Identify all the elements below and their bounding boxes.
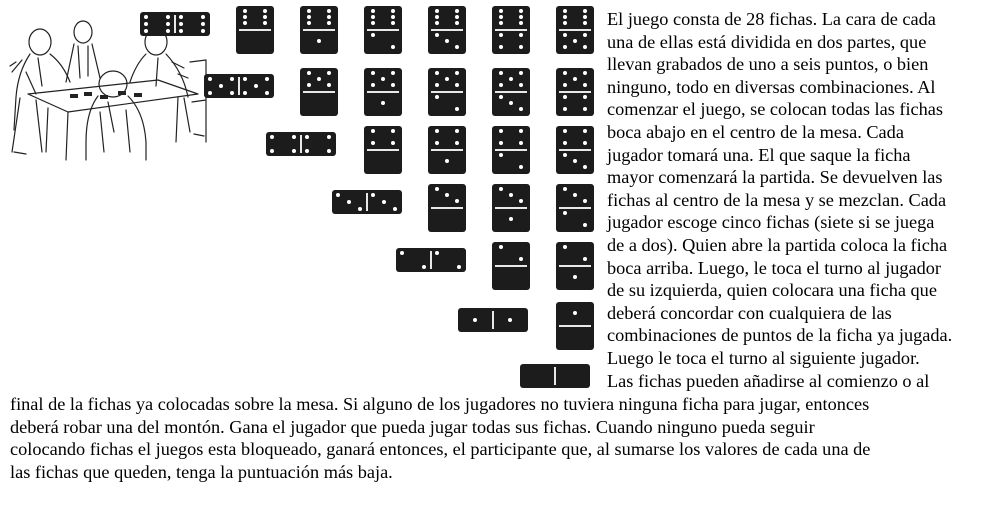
pip	[391, 15, 395, 19]
pip	[358, 207, 362, 211]
tile-2-0	[492, 242, 530, 290]
pip	[499, 129, 503, 133]
text-line: El juego consta de 28 fichas. La cara de cada	[607, 9, 936, 29]
pip	[307, 15, 311, 19]
pip	[208, 77, 212, 81]
pip	[583, 83, 587, 87]
text-line: jugador tomará una. El que saque la ficha	[607, 144, 911, 165]
pip	[179, 29, 183, 33]
tile-4-0	[364, 126, 402, 174]
pip	[519, 107, 523, 111]
pip	[435, 95, 439, 99]
pip	[573, 39, 577, 43]
tile-5-5	[204, 74, 274, 98]
tile-6-3	[428, 6, 466, 54]
pip	[327, 149, 331, 153]
pip	[519, 15, 523, 19]
pip	[327, 83, 331, 87]
pip	[201, 22, 205, 26]
pip	[435, 15, 439, 19]
tile-1-1	[458, 308, 528, 332]
pip	[455, 199, 459, 203]
pip	[583, 107, 587, 111]
text-line: fichas al centro de la mesa y se mezclan. Cada	[607, 189, 947, 210]
pip	[307, 9, 311, 13]
pip	[583, 95, 587, 99]
pip	[508, 318, 512, 322]
pip	[391, 21, 395, 25]
pip	[563, 153, 567, 157]
tile-2-1	[556, 242, 594, 290]
pip	[292, 135, 296, 139]
text-line: final de la fichas ya colocadas sobre la mesa. Si alguno de los jugadores no tuviera ninguna ficha para jugar, entonces	[10, 394, 870, 414]
pip	[573, 159, 577, 163]
pip	[499, 153, 503, 157]
pip	[583, 223, 587, 227]
pip	[583, 165, 587, 169]
pip	[179, 22, 183, 26]
text-line: ninguno, todo en diversas combinaciones. Al	[607, 76, 936, 97]
text-line: jugador escoge cinco fichas (siete si se juega	[607, 212, 935, 233]
pip	[563, 95, 567, 99]
pip	[563, 211, 567, 215]
pip	[519, 71, 523, 75]
pip	[499, 187, 503, 191]
tile-4-4	[266, 132, 336, 156]
pip	[435, 33, 439, 37]
pip	[583, 21, 587, 25]
pip	[583, 45, 587, 49]
pip	[455, 141, 459, 145]
pip	[400, 251, 404, 255]
pip	[445, 193, 449, 197]
pip	[573, 77, 577, 81]
pip	[327, 15, 331, 19]
text-line: boca arriba. Luego, le toca el turno al jugador	[607, 257, 941, 278]
pip	[371, 193, 375, 197]
pip	[327, 135, 331, 139]
pip	[583, 9, 587, 13]
tile-2-2	[396, 248, 466, 272]
pip	[563, 21, 567, 25]
pip	[391, 141, 395, 145]
pip	[573, 193, 577, 197]
tile-4-1	[428, 126, 466, 174]
pip	[435, 141, 439, 145]
pip	[254, 84, 258, 88]
pip	[563, 245, 567, 249]
tile-6-2	[364, 6, 402, 54]
pip	[263, 15, 267, 19]
tile-0-0	[520, 364, 590, 388]
pip	[144, 15, 148, 19]
pip	[499, 45, 503, 49]
pip	[307, 71, 311, 75]
pip	[563, 15, 567, 19]
tile-4-2	[492, 126, 530, 174]
text-line: combinaciones de puntos de la ficha ya jugada.	[607, 325, 953, 346]
pip	[347, 200, 351, 204]
pip	[230, 91, 234, 95]
pip	[317, 77, 321, 81]
pip	[243, 21, 247, 25]
pip	[208, 91, 212, 95]
pip	[270, 135, 274, 139]
rules-paragraph-bottom	[10, 393, 995, 483]
pip	[371, 129, 375, 133]
pip	[563, 141, 567, 145]
pip	[391, 9, 395, 13]
pip	[327, 21, 331, 25]
pip	[243, 9, 247, 13]
pip	[391, 45, 395, 49]
pip	[455, 9, 459, 13]
pip	[243, 15, 247, 19]
pip	[499, 21, 503, 25]
pip	[381, 101, 385, 105]
pip	[583, 71, 587, 75]
pip	[499, 15, 503, 19]
pip	[455, 15, 459, 19]
tile-1-0	[556, 302, 594, 350]
pip	[583, 199, 587, 203]
pip	[144, 22, 148, 26]
text-line: llevan grabados de uno a seis puntos, o bien	[607, 54, 929, 75]
pip	[144, 29, 148, 33]
pip	[265, 77, 269, 81]
pip	[509, 101, 513, 105]
pip	[435, 9, 439, 13]
pip	[381, 77, 385, 81]
pip	[305, 149, 309, 153]
tile-5-2	[428, 68, 466, 116]
text-line: deberá robar una del montón. Gana el jugador que pueda jugar todas sus fichas. Cuando ninguno pueda seguir	[10, 416, 815, 437]
pip	[455, 21, 459, 25]
pip	[583, 141, 587, 145]
pip	[519, 165, 523, 169]
text-line: colocando fichas el juegos esta bloqueado, ganará entonces, el participante que, al sumarse los valores de cada una de	[10, 439, 871, 460]
tile-5-3	[492, 68, 530, 116]
pip	[563, 129, 567, 133]
pip	[455, 71, 459, 75]
pip	[563, 71, 567, 75]
pip	[573, 311, 577, 315]
tile-4-3	[556, 126, 594, 174]
text-line: de a dos). Quien abre la partida coloca la ficha	[607, 234, 948, 255]
pip	[263, 9, 267, 13]
pip	[263, 21, 267, 25]
tile-5-1	[364, 68, 402, 116]
pip	[243, 77, 247, 81]
pip	[499, 95, 503, 99]
tile-3-3	[332, 190, 402, 214]
pip	[563, 9, 567, 13]
pip	[435, 129, 439, 133]
text-line: mayor comenzará la partida. Se devuelven las	[607, 167, 943, 188]
pip	[305, 135, 309, 139]
text-line: Las fichas pueden añadirse al comienzo o al	[607, 370, 930, 391]
pip	[393, 207, 397, 211]
pip	[509, 193, 513, 197]
pip	[265, 91, 269, 95]
text-line: de su izquierda, quien colocara una ficha que	[607, 280, 937, 301]
pip	[391, 71, 395, 75]
pip	[455, 83, 459, 87]
pip	[519, 45, 523, 49]
pip	[435, 71, 439, 75]
pip	[499, 245, 503, 249]
pip	[509, 217, 513, 221]
tile-6-0	[236, 6, 274, 54]
tile-6-4	[492, 6, 530, 54]
pip	[336, 193, 340, 197]
pip	[166, 15, 170, 19]
pip	[499, 33, 503, 37]
pip	[583, 257, 587, 261]
pip	[563, 107, 567, 111]
pip	[307, 21, 311, 25]
pip	[509, 77, 513, 81]
pip	[499, 9, 503, 13]
pip	[519, 257, 523, 261]
text-line: Luego le toca el turno al siguiente jugador.	[607, 347, 920, 368]
pip	[243, 91, 247, 95]
pip	[166, 29, 170, 33]
pip	[445, 77, 449, 81]
pip	[201, 29, 205, 33]
pip	[201, 15, 205, 19]
pip	[499, 83, 503, 87]
tile-6-6	[140, 12, 210, 36]
pip	[166, 22, 170, 26]
pip	[327, 9, 331, 13]
text-line: una de ellas está dividida en dos partes, que	[607, 31, 927, 52]
pip	[435, 21, 439, 25]
tile-5-4	[556, 68, 594, 116]
text-line: boca abajo en el centro de la mesa. Cada	[607, 121, 904, 142]
pip	[563, 45, 567, 49]
pip	[455, 45, 459, 49]
pip	[519, 9, 523, 13]
tile-5-0	[300, 68, 338, 116]
pip	[519, 129, 523, 133]
pip	[307, 83, 311, 87]
text-line: las fichas que queden, tenga la puntuación más baja.	[10, 461, 393, 482]
pip	[219, 84, 223, 88]
pip	[327, 71, 331, 75]
pip	[371, 15, 375, 19]
text-line: comenzar el juego, se colocan todas las fichas	[607, 99, 944, 120]
pip	[445, 39, 449, 43]
pip	[563, 33, 567, 37]
pip	[563, 83, 567, 87]
pip	[391, 129, 395, 133]
tile-6-1	[300, 6, 338, 54]
pip	[270, 149, 274, 153]
pip	[473, 318, 477, 322]
pip	[435, 251, 439, 255]
pip	[317, 39, 321, 43]
pip	[371, 83, 375, 87]
tile-6-5	[556, 6, 594, 54]
pip	[457, 265, 461, 269]
tile-3-2	[556, 184, 594, 232]
pip	[519, 21, 523, 25]
pip	[371, 33, 375, 37]
pip	[573, 275, 577, 279]
pip	[371, 21, 375, 25]
pip	[371, 9, 375, 13]
pip	[435, 83, 439, 87]
pip	[391, 83, 395, 87]
pip	[455, 129, 459, 133]
pip	[519, 199, 523, 203]
pip	[563, 187, 567, 191]
tile-3-0	[428, 184, 466, 232]
domino-illustration	[8, 0, 604, 392]
pip	[230, 77, 234, 81]
pip	[583, 129, 587, 133]
pip	[422, 265, 426, 269]
rules-paragraph-right	[607, 8, 997, 392]
pip	[382, 200, 386, 204]
pip	[179, 15, 183, 19]
pip	[371, 71, 375, 75]
pip	[371, 141, 375, 145]
pip	[519, 141, 523, 145]
pip	[445, 159, 449, 163]
pip	[455, 107, 459, 111]
text-line: deberá concordar con cualquiera de las	[607, 302, 892, 323]
pip	[499, 71, 503, 75]
pip	[499, 141, 503, 145]
pip	[292, 149, 296, 153]
pip	[583, 33, 587, 37]
pip	[583, 15, 587, 19]
pip	[519, 33, 523, 37]
pip	[435, 187, 439, 191]
tile-3-1	[492, 184, 530, 232]
pip	[519, 83, 523, 87]
